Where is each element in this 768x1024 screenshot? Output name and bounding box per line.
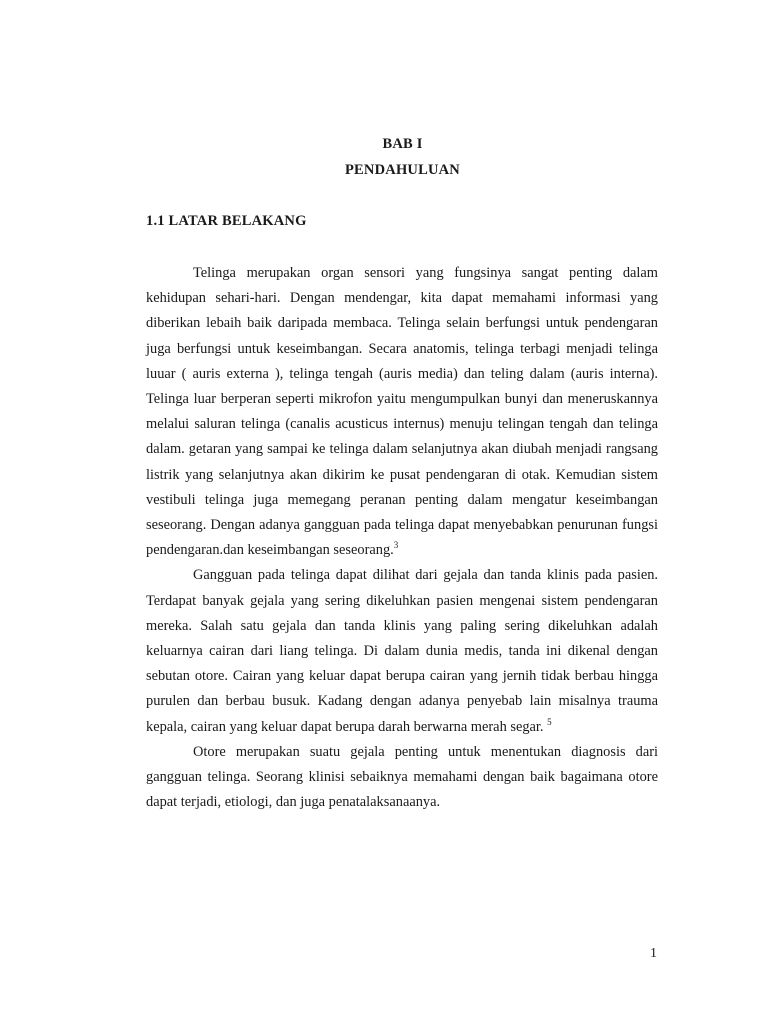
chapter-title: PENDAHULUAN [345, 162, 460, 178]
page-number: 1 [650, 946, 657, 961]
citation-superscript: 5 [547, 716, 552, 727]
paragraph-1-text: Telinga merupakan organ sensori yang fungsinya sangat penting dalam kehidupan sehari-hari. Dengan mendengar, kita dapat memahami informasi yang diberikan lebaih baik daripada membaca. Telinga selain berfungsi untuk pendengaran juga berfungsi untuk keseimbangan. Secara anatomis, telinga terbagi menjadi telinga luuar ( auris externa ), telinga tengah (auris media) dan teling dalam (auris interna). Telinga luar berperan seperti mikrofon yaitu mengumpulkan bunyi dan meneruskannya melalui saluran telinga (canalis acusticus internus) menuju telingan tengah dan telinga dalam. getaran yang sampai ke telinga dalam selanjutnya akan diubah menjadi rangsang listrik yang selanjutnya akan dikirim ke pusat pendengaran di otak. Kemudian sistem vestibuli telinga juga memegang peranan penting dalam mengatur keseimbangan seseorang. Dengan adanya gangguan pada telinga dapat menyebabkan penurunan fungsi pendengaran.dan keseimbangan seseorang. [146, 265, 658, 559]
paragraph-2 [146, 563, 658, 739]
citation-superscript: 3 [393, 540, 399, 551]
paragraph-1 [146, 261, 658, 563]
section-heading: 1.1 LATAR BELAKANG [146, 213, 307, 229]
paragraph-3 [146, 740, 658, 816]
paragraph-2-text: Gangguan pada telinga dapat dilihat dari gejala dan tanda klinis pada pasien. Terdapat banyak gejala yang sering dikeluhkan pasien mengenai sistem pendengaran mereka. Salah satu gejala dan tanda klinis yang paling sering dikeluhkan adalah keluarnya cairan dari liang telinga. Di dalam dunia medis, tanda ini dikenal dengan sebutan otore. Cairan yang keluar dapat berupa cairan yang jernih tidak berbau hingga purulen dan berbau busuk. Kadang dengan adanya penyebab lain misalnya trauma kepala, cairan yang keluar dapat berupa darah berwarna merah segar. [146, 567, 658, 735]
body-text [146, 261, 658, 815]
chapter-label: BAB I [382, 136, 423, 152]
paragraph-3-text: Otore merupakan suatu gejala penting untuk menentukan diagnosis dari gangguan telinga. Seorang klinisi sebaiknya memahami dengan baik bagaimana otore dapat terjadi, etiologi, dan juga penatalaksanaanya. [146, 743, 658, 811]
